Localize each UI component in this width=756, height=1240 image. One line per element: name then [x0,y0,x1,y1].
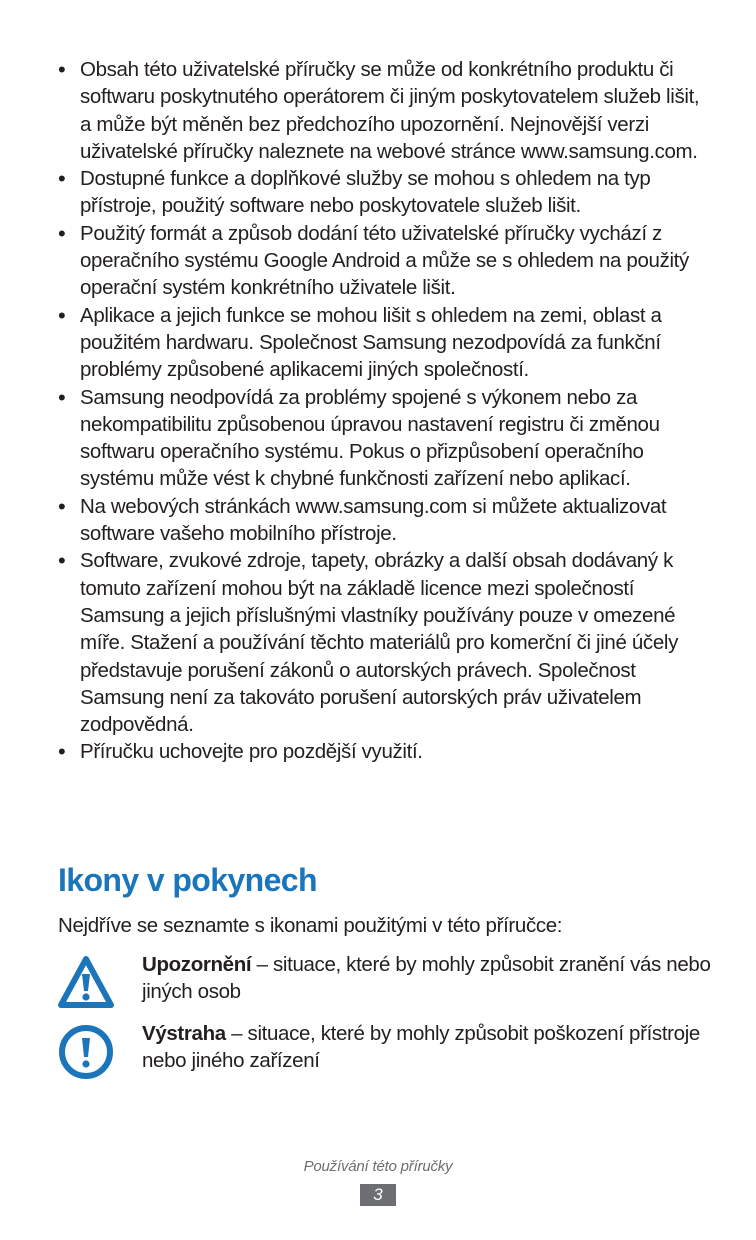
footer-chapter-title: Používání této příručky [303,1158,453,1175]
icon-term: Upozornění [142,953,252,976]
notice-item: • Použitý formát a způsob dodání této uživatelské příručky vychází z operačního systému Google Android a může se s ohledem na použitý operační systém konkrétního uživatele lišit. [58,220,708,302]
notice-item: • Aplikace a jejich funkce se mohou lišit s ohledem na zemi, oblast a použitém hardwaru. Společnost Samsung nezodpovídá za funkční problémy způsobené aplikacemi jiných společností. [58,302,708,384]
icon-legend-text [142,951,712,1006]
caution-circle-icon [58,1024,114,1080]
notice-item: • Software, zvukové zdroje, tapety, obrázky a další obsah dodávaný k tomuto zařízení mohou být na základě licence mezi společností Samsung a jejich příslušnými vlastníky používány pouze v omezené míře. Stažení a používání těchto materiálů pro komerční či jiné účely představuje porušení zákonů o autorských právech. Společnost Samsung není za takováto porušení autorských práv uživatelem zodpovědná. [58,547,708,738]
icon-description: – situace, které by mohly způsobit zranění vás nebo jiných osob [142,953,711,1004]
icon-term: Výstraha [142,1022,226,1045]
notice-item: • Samsung neodpovídá za problémy spojené s výkonem nebo za nekompatibilitu způsobenou úpravou nastavení registru či změnou softwaru operačního systému. Pokus o přizpůsobení operačního systému může vést k chybné funkčnosti zařízení nebo aplikací. [58,384,708,493]
notice-item: • Obsah této uživatelské příručky se může od konkrétního produktu či softwaru poskytnutého operátorem či jiným poskytovatelem služeb lišit, a může být měněn bez předchozího upozornění. Nejnovější verzi uživatelské příručky naleznete na webové stránce www.samsung.com. [58,56,708,165]
icon-legend-warning [58,953,711,1015]
notice-item: • Příručku uchovejte pro pozdější využití. [58,738,708,765]
section-intro: Nejdříve se seznamte s ikonami použitými v této příručce: [58,914,563,937]
icon-description: – situace, které by mohly způsobit poškození přístroje nebo jiného zařízení [142,1022,700,1073]
page-number: 3 [360,1184,396,1206]
section-title: Ikony v pokynech [58,862,317,898]
icon-legend-caution [58,1024,708,1084]
icon-legend-text [142,1020,712,1075]
notice-item: • Dostupné funkce a doplňkové služby se mohou s ohledem na typ přístroje, použitý software nebo poskytovatele služeb lišit. [58,165,708,220]
notice-list [58,56,708,766]
warning-triangle-icon [58,955,114,1011]
notice-item: • Na webových stránkách www.samsung.com si můžete aktualizovat software vašeho mobilního přístroje. [58,493,708,548]
